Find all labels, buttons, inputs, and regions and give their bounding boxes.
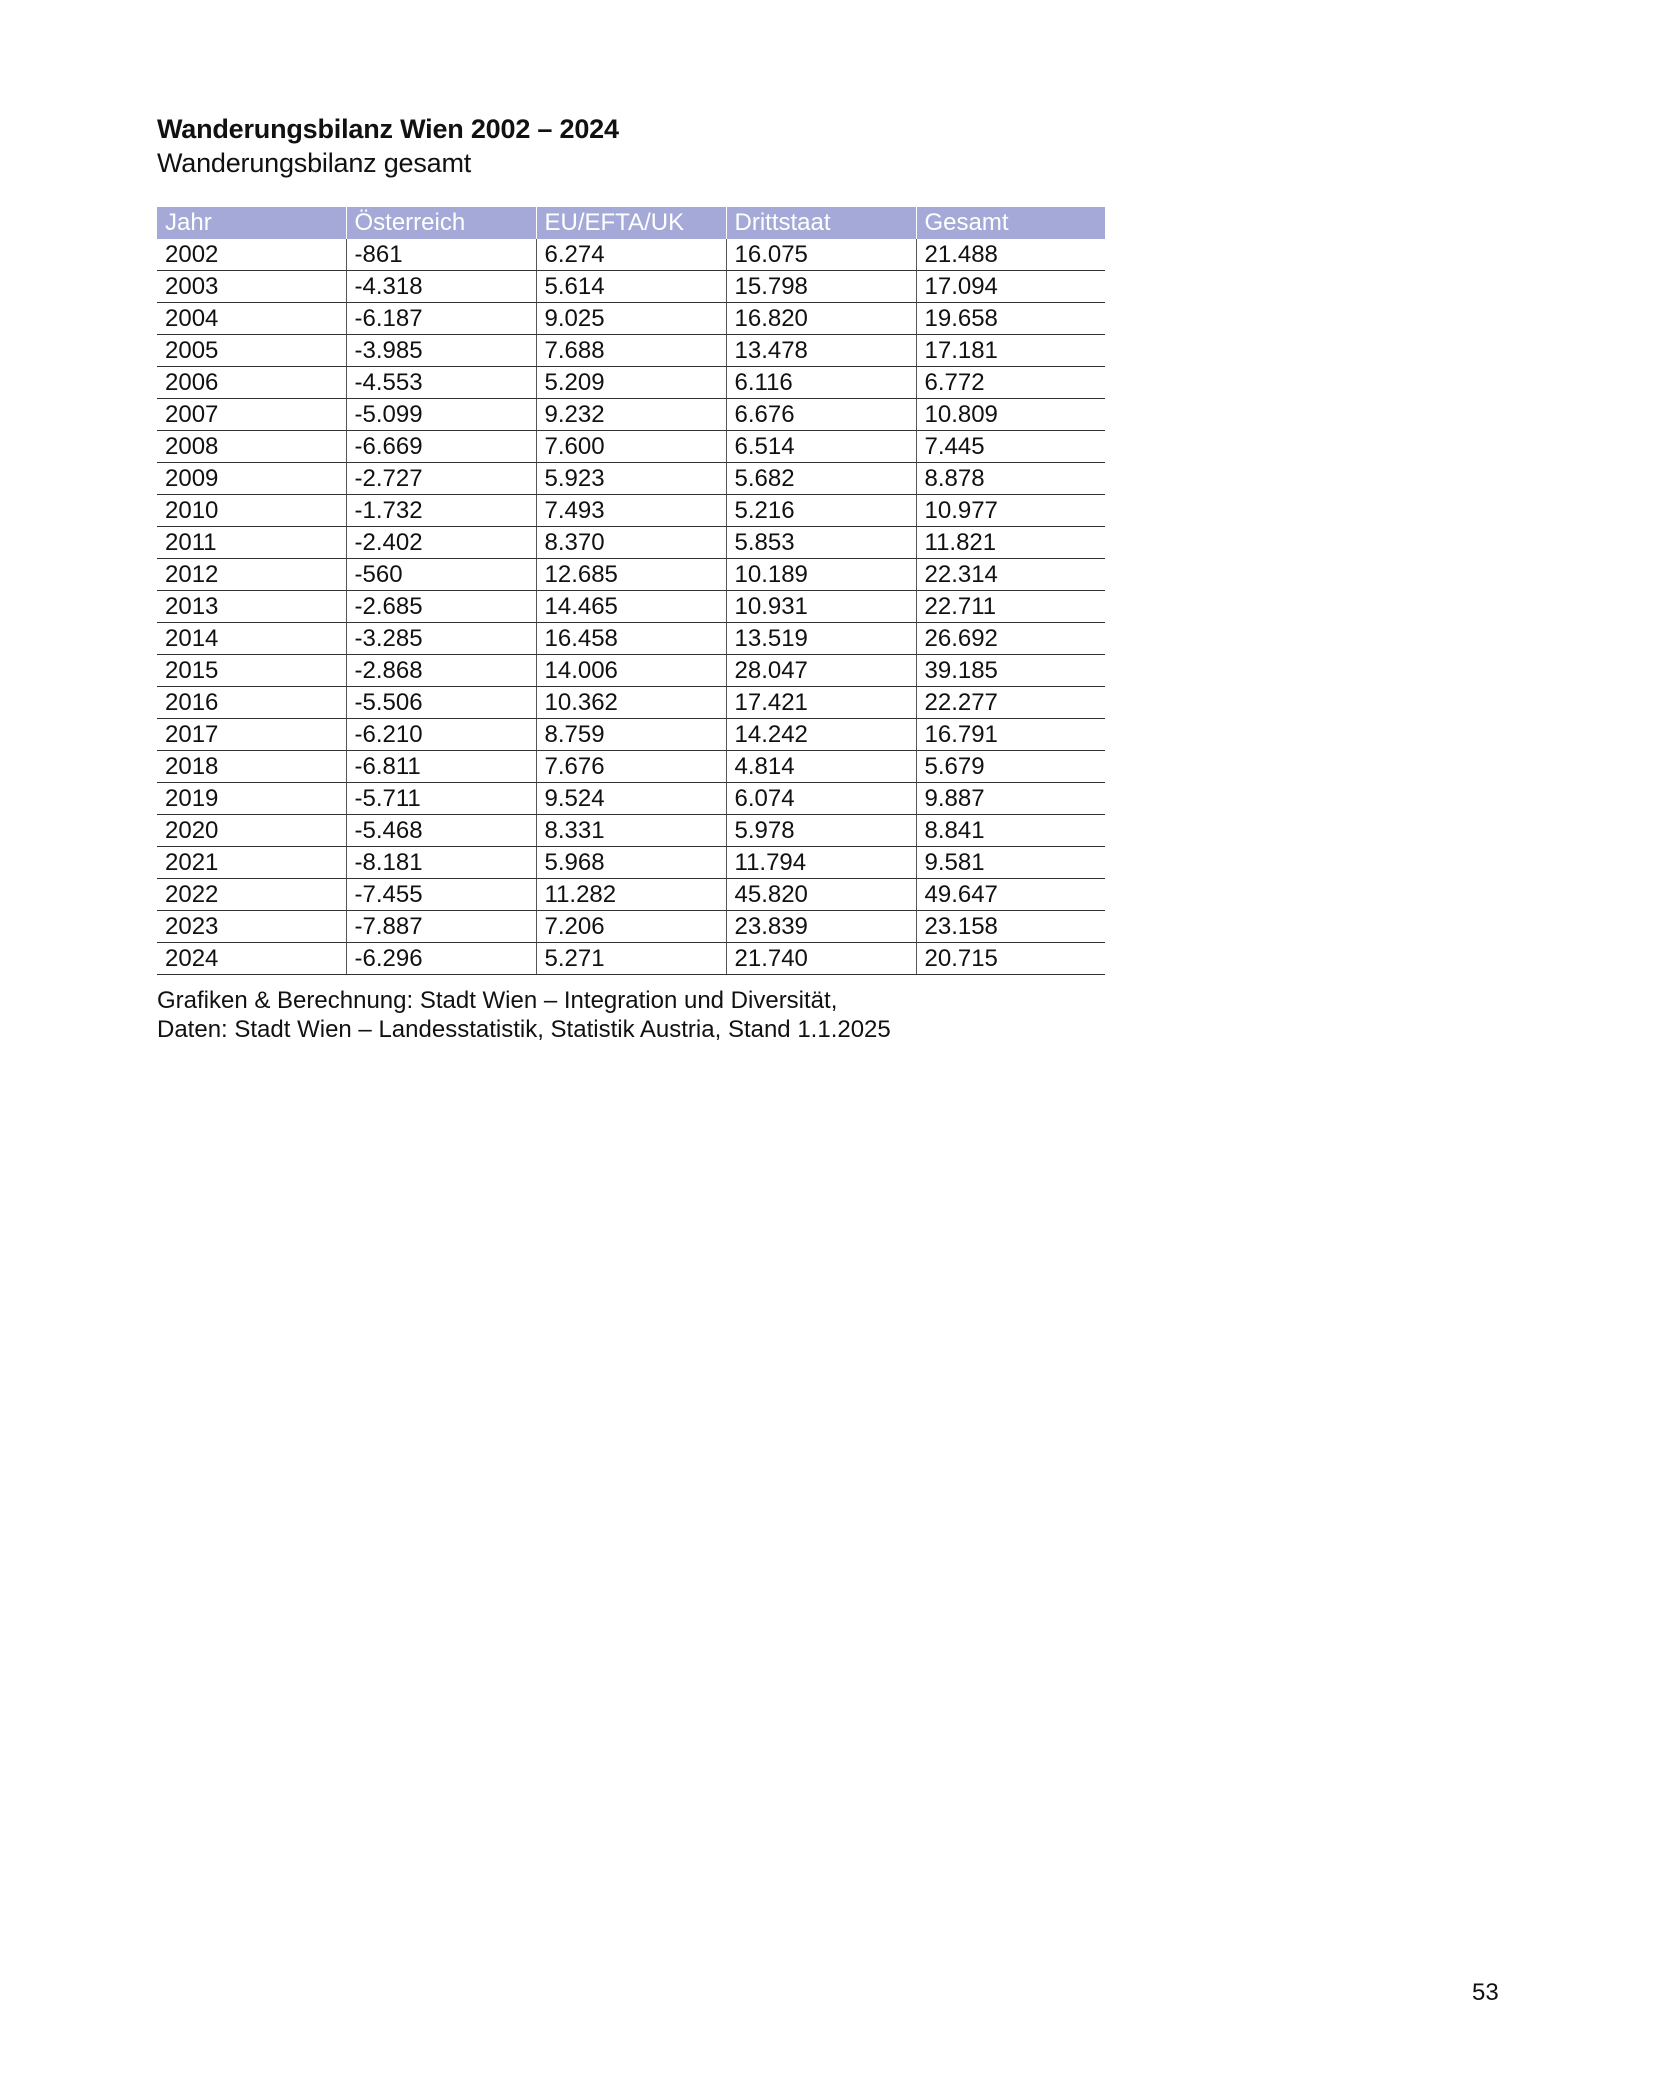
column-header-total: Gesamt [916, 207, 1105, 239]
eu-efta-uk-cell: 7.600 [536, 431, 726, 463]
austria-cell: -6.811 [346, 751, 536, 783]
third-country-cell: 6.676 [726, 399, 916, 431]
eu-efta-uk-cell: 7.676 [536, 751, 726, 783]
eu-efta-uk-cell: 7.493 [536, 495, 726, 527]
year-cell: 2008 [157, 431, 346, 463]
year-cell: 2002 [157, 239, 346, 271]
third-country-cell: 16.075 [726, 239, 916, 271]
austria-cell: -6.210 [346, 719, 536, 751]
austria-cell: -4.553 [346, 367, 536, 399]
third-country-cell: 6.116 [726, 367, 916, 399]
source-line-data: Daten: Stadt Wien – Landesstatistik, Statistik Austria, Stand 1.1.2025 [157, 1016, 891, 1043]
table-row [157, 815, 1105, 847]
total-cell: 26.692 [916, 623, 1105, 655]
table-row [157, 303, 1105, 335]
total-cell: 20.715 [916, 943, 1105, 975]
year-cell: 2009 [157, 463, 346, 495]
table-row [157, 847, 1105, 879]
eu-efta-uk-cell: 11.282 [536, 879, 726, 911]
column-header-year: Jahr [157, 207, 346, 239]
total-cell: 22.277 [916, 687, 1105, 719]
table-row [157, 463, 1105, 495]
third-country-cell: 10.931 [726, 591, 916, 623]
table-row [157, 655, 1105, 687]
austria-cell: -5.468 [346, 815, 536, 847]
austria-cell: -6.296 [346, 943, 536, 975]
year-cell: 2015 [157, 655, 346, 687]
total-cell: 11.821 [916, 527, 1105, 559]
eu-efta-uk-cell: 7.688 [536, 335, 726, 367]
total-cell: 39.185 [916, 655, 1105, 687]
table-row [157, 911, 1105, 943]
austria-cell: -4.318 [346, 271, 536, 303]
year-cell: 2023 [157, 911, 346, 943]
source-note [157, 986, 891, 1044]
source-line-credits: Grafiken & Berechnung: Stadt Wien – Integration und Diversität, [157, 987, 838, 1014]
page-number: 53 [1472, 1979, 1499, 2006]
table-row [157, 559, 1105, 591]
year-cell: 2017 [157, 719, 346, 751]
page-subtitle: Wanderungsbilanz gesamt [157, 148, 472, 178]
year-cell: 2011 [157, 527, 346, 559]
total-cell: 6.772 [916, 367, 1105, 399]
table-row [157, 335, 1105, 367]
total-cell: 5.679 [916, 751, 1105, 783]
column-header-third-country: Drittstaat [726, 207, 916, 239]
column-header-austria: Österreich [346, 207, 536, 239]
austria-cell: -2.727 [346, 463, 536, 495]
table-row [157, 367, 1105, 399]
third-country-cell: 6.514 [726, 431, 916, 463]
table-row [157, 783, 1105, 815]
year-cell: 2014 [157, 623, 346, 655]
third-country-cell: 5.853 [726, 527, 916, 559]
austria-cell: -5.506 [346, 687, 536, 719]
table-row [157, 879, 1105, 911]
third-country-cell: 21.740 [726, 943, 916, 975]
eu-efta-uk-cell: 8.331 [536, 815, 726, 847]
total-cell: 9.887 [916, 783, 1105, 815]
total-cell: 8.878 [916, 463, 1105, 495]
austria-cell: -1.732 [346, 495, 536, 527]
third-country-cell: 28.047 [726, 655, 916, 687]
total-cell: 8.841 [916, 815, 1105, 847]
year-cell: 2022 [157, 879, 346, 911]
third-country-cell: 15.798 [726, 271, 916, 303]
austria-cell: -2.868 [346, 655, 536, 687]
eu-efta-uk-cell: 6.274 [536, 239, 726, 271]
year-cell: 2006 [157, 367, 346, 399]
table-row [157, 623, 1105, 655]
total-cell: 9.581 [916, 847, 1105, 879]
third-country-cell: 13.478 [726, 335, 916, 367]
table-row [157, 719, 1105, 751]
third-country-cell: 23.839 [726, 911, 916, 943]
year-cell: 2003 [157, 271, 346, 303]
austria-cell: -861 [346, 239, 536, 271]
third-country-cell: 17.421 [726, 687, 916, 719]
eu-efta-uk-cell: 16.458 [536, 623, 726, 655]
eu-efta-uk-cell: 5.968 [536, 847, 726, 879]
total-cell: 21.488 [916, 239, 1105, 271]
eu-efta-uk-cell: 14.006 [536, 655, 726, 687]
year-cell: 2004 [157, 303, 346, 335]
eu-efta-uk-cell: 9.025 [536, 303, 726, 335]
third-country-cell: 6.074 [726, 783, 916, 815]
eu-efta-uk-cell: 8.370 [536, 527, 726, 559]
table-row [157, 943, 1105, 975]
year-cell: 2024 [157, 943, 346, 975]
third-country-cell: 14.242 [726, 719, 916, 751]
third-country-cell: 13.519 [726, 623, 916, 655]
table-row [157, 591, 1105, 623]
total-cell: 23.158 [916, 911, 1105, 943]
total-cell: 10.809 [916, 399, 1105, 431]
austria-cell: -7.887 [346, 911, 536, 943]
year-cell: 2005 [157, 335, 346, 367]
third-country-cell: 11.794 [726, 847, 916, 879]
eu-efta-uk-cell: 12.685 [536, 559, 726, 591]
eu-efta-uk-cell: 8.759 [536, 719, 726, 751]
year-cell: 2010 [157, 495, 346, 527]
table-row [157, 271, 1105, 303]
table-row [157, 687, 1105, 719]
eu-efta-uk-cell: 5.614 [536, 271, 726, 303]
total-cell: 17.094 [916, 271, 1105, 303]
year-cell: 2021 [157, 847, 346, 879]
austria-cell: -2.402 [346, 527, 536, 559]
austria-cell: -6.187 [346, 303, 536, 335]
total-cell: 49.647 [916, 879, 1105, 911]
column-header-eu-efta-uk: EU/EFTA/UK [536, 207, 726, 239]
austria-cell: -560 [346, 559, 536, 591]
eu-efta-uk-cell: 14.465 [536, 591, 726, 623]
third-country-cell: 4.814 [726, 751, 916, 783]
total-cell: 22.711 [916, 591, 1105, 623]
austria-cell: -5.099 [346, 399, 536, 431]
eu-efta-uk-cell: 5.209 [536, 367, 726, 399]
table-header-row [157, 207, 1105, 239]
third-country-cell: 10.189 [726, 559, 916, 591]
eu-efta-uk-cell: 5.923 [536, 463, 726, 495]
austria-cell: -2.685 [346, 591, 536, 623]
year-cell: 2018 [157, 751, 346, 783]
total-cell: 19.658 [916, 303, 1105, 335]
year-cell: 2020 [157, 815, 346, 847]
year-cell: 2007 [157, 399, 346, 431]
table-row [157, 239, 1105, 271]
third-country-cell: 5.682 [726, 463, 916, 495]
total-cell: 10.977 [916, 495, 1105, 527]
eu-efta-uk-cell: 5.271 [536, 943, 726, 975]
austria-cell: -8.181 [346, 847, 536, 879]
third-country-cell: 5.978 [726, 815, 916, 847]
total-cell: 22.314 [916, 559, 1105, 591]
eu-efta-uk-cell: 9.232 [536, 399, 726, 431]
table-row [157, 399, 1105, 431]
austria-cell: -5.711 [346, 783, 536, 815]
eu-efta-uk-cell: 9.524 [536, 783, 726, 815]
year-cell: 2012 [157, 559, 346, 591]
eu-efta-uk-cell: 10.362 [536, 687, 726, 719]
total-cell: 16.791 [916, 719, 1105, 751]
austria-cell: -3.985 [346, 335, 536, 367]
third-country-cell: 16.820 [726, 303, 916, 335]
table-body [157, 239, 1105, 975]
page-title: Wanderungsbilanz Wien 2002 – 2024 [157, 114, 619, 144]
table-row [157, 431, 1105, 463]
austria-cell: -6.669 [346, 431, 536, 463]
total-cell: 17.181 [916, 335, 1105, 367]
year-cell: 2016 [157, 687, 346, 719]
third-country-cell: 5.216 [726, 495, 916, 527]
third-country-cell: 45.820 [726, 879, 916, 911]
table-row [157, 495, 1105, 527]
year-cell: 2013 [157, 591, 346, 623]
eu-efta-uk-cell: 7.206 [536, 911, 726, 943]
austria-cell: -7.455 [346, 879, 536, 911]
table-row [157, 527, 1105, 559]
table-row [157, 751, 1105, 783]
year-cell: 2019 [157, 783, 346, 815]
migration-balance-table [157, 207, 1105, 975]
austria-cell: -3.285 [346, 623, 536, 655]
total-cell: 7.445 [916, 431, 1105, 463]
